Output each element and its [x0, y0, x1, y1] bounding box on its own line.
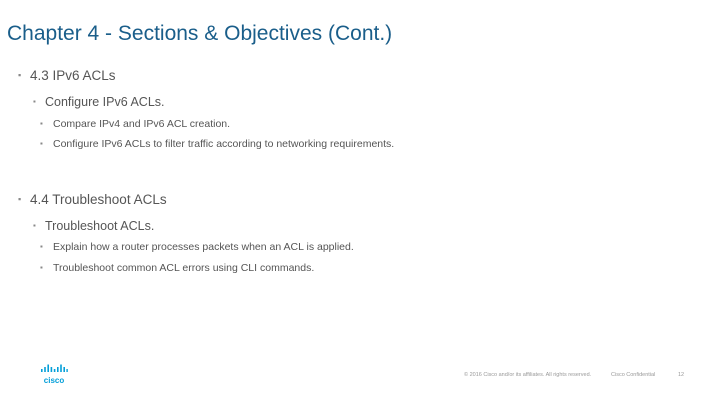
bullet-icon: ▪ [18, 194, 22, 204]
list-item [40, 262, 314, 274]
slide-title: Chapter 4 - Sections & Objectives (Cont.) [7, 22, 393, 45]
list-item-label: Explain how a router processes packets when an ACL is applied. [53, 241, 354, 253]
page-number: 12 [678, 372, 685, 378]
list-item [40, 138, 394, 150]
bullet-icon: ▪ [40, 242, 43, 251]
bullet-icon: ▪ [33, 221, 36, 230]
list-item-label: Troubleshoot common ACL errors using CLI commands. [53, 262, 315, 274]
bullet-icon: ▪ [33, 97, 36, 106]
cisco-logo-text: cisco [43, 376, 65, 385]
section-heading-label: 4.4 Troubleshoot ACLs [30, 192, 167, 207]
list-item [40, 118, 230, 130]
bullet-icon: ▪ [40, 119, 43, 128]
bullet-icon: ▪ [40, 139, 43, 148]
section-heading [18, 192, 167, 207]
section-subheading-label: Troubleshoot ACLs. [45, 219, 155, 233]
list-item-label: Configure IPv6 ACLs to filter traffic according to networking requirements. [53, 138, 395, 150]
copyright-text: © 2016 Cisco and/or its affiliates. All rights reserved. [464, 372, 592, 378]
bullet-icon: ▪ [18, 70, 22, 80]
list-item [40, 241, 354, 253]
classification-text: Cisco Confidential [611, 372, 656, 378]
list-item-label: Compare IPv4 and IPv6 ACL creation. [53, 118, 231, 130]
section-subheading [33, 95, 165, 109]
cisco-logo-icon [40, 364, 68, 386]
section-subheading [33, 219, 154, 233]
section-subheading-label: Configure IPv6 ACLs. [45, 95, 165, 109]
bullet-icon: ▪ [40, 263, 43, 272]
section-heading-label: 4.3 IPv6 ACLs [30, 68, 116, 83]
section-heading [18, 68, 116, 83]
